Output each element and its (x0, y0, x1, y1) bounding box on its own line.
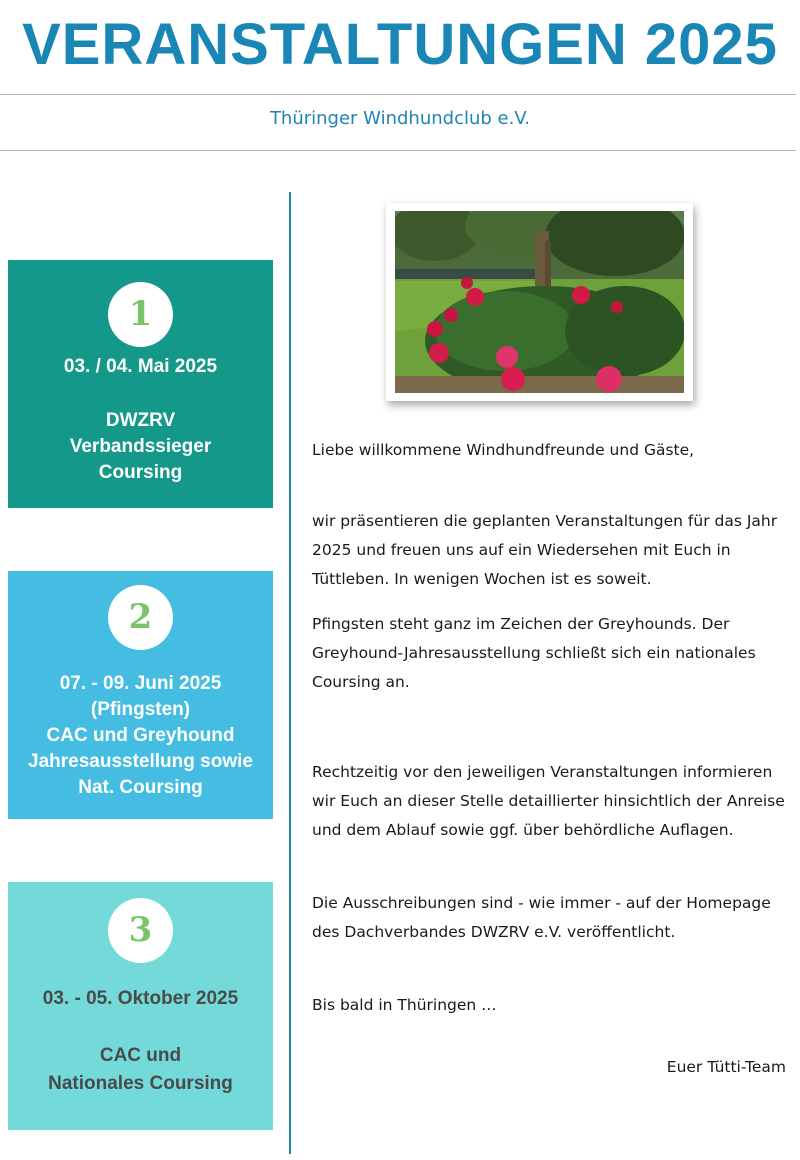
column-divider (289, 192, 291, 1154)
paragraph-2: Pfingsten steht ganz im Zeichen der Greyhounds. Der Greyhound-Jahresausstellung schließt sich ein nationales Coursing an. (312, 615, 756, 691)
event-description: 07. - 09. Juni 2025 (Pfingsten) CAC und Greyhound Jahresausstellung sowie Nat. Coursing (28, 673, 253, 798)
divider-top (0, 94, 796, 95)
event-number-badge: 1 (108, 282, 173, 347)
garden-photo (386, 203, 693, 401)
event-card-3 (8, 882, 273, 1130)
signoff: Euer Tütti-Team (666, 1058, 786, 1076)
paragraph-3: Rechtzeitig vor den jeweiligen Veranstaltungen informieren wir Euch an dieser Stelle detaillierter hinsichtlich der Anreise und dem Ablauf sowie ggf. über behördliche Auflagen. (312, 763, 785, 839)
event-date: 03. - 05. Oktober 2025 (42, 988, 239, 1009)
paragraph-5: Bis bald in Thüringen … (312, 996, 497, 1014)
peony-garden-image (395, 211, 684, 393)
divider-bottom (0, 150, 796, 151)
event-number-badge: 3 (108, 898, 173, 963)
event-date: 03. / 04. Mai 2025 (63, 356, 218, 377)
paragraph-1: wir präsentieren die geplanten Veranstaltungen für das Jahr 2025 und freuen uns auf ein Wiedersehen mit Euch in Tüttleben. In wenigen Wochen ist es soweit. (312, 512, 778, 588)
event-description: CAC und Nationales Coursing (48, 1045, 233, 1094)
event-description: DWZRV Verbandssieger Coursing (69, 410, 212, 483)
event-card-1 (8, 260, 273, 508)
event-card-2 (8, 571, 273, 819)
event-number-badge: 2 (108, 585, 173, 650)
club-name: Thüringer Windhundclub e.V. (269, 108, 531, 129)
paragraph-4: Die Ausschreibungen sind - wie immer - auf der Homepage des Dachverbandes DWZRV e.V. veröffentlicht. (312, 894, 771, 941)
greeting: Liebe willkommene Windhundfreunde und Gäste, (312, 441, 695, 459)
page-title: VERANSTALTUNGEN 2025 (22, 12, 778, 77)
